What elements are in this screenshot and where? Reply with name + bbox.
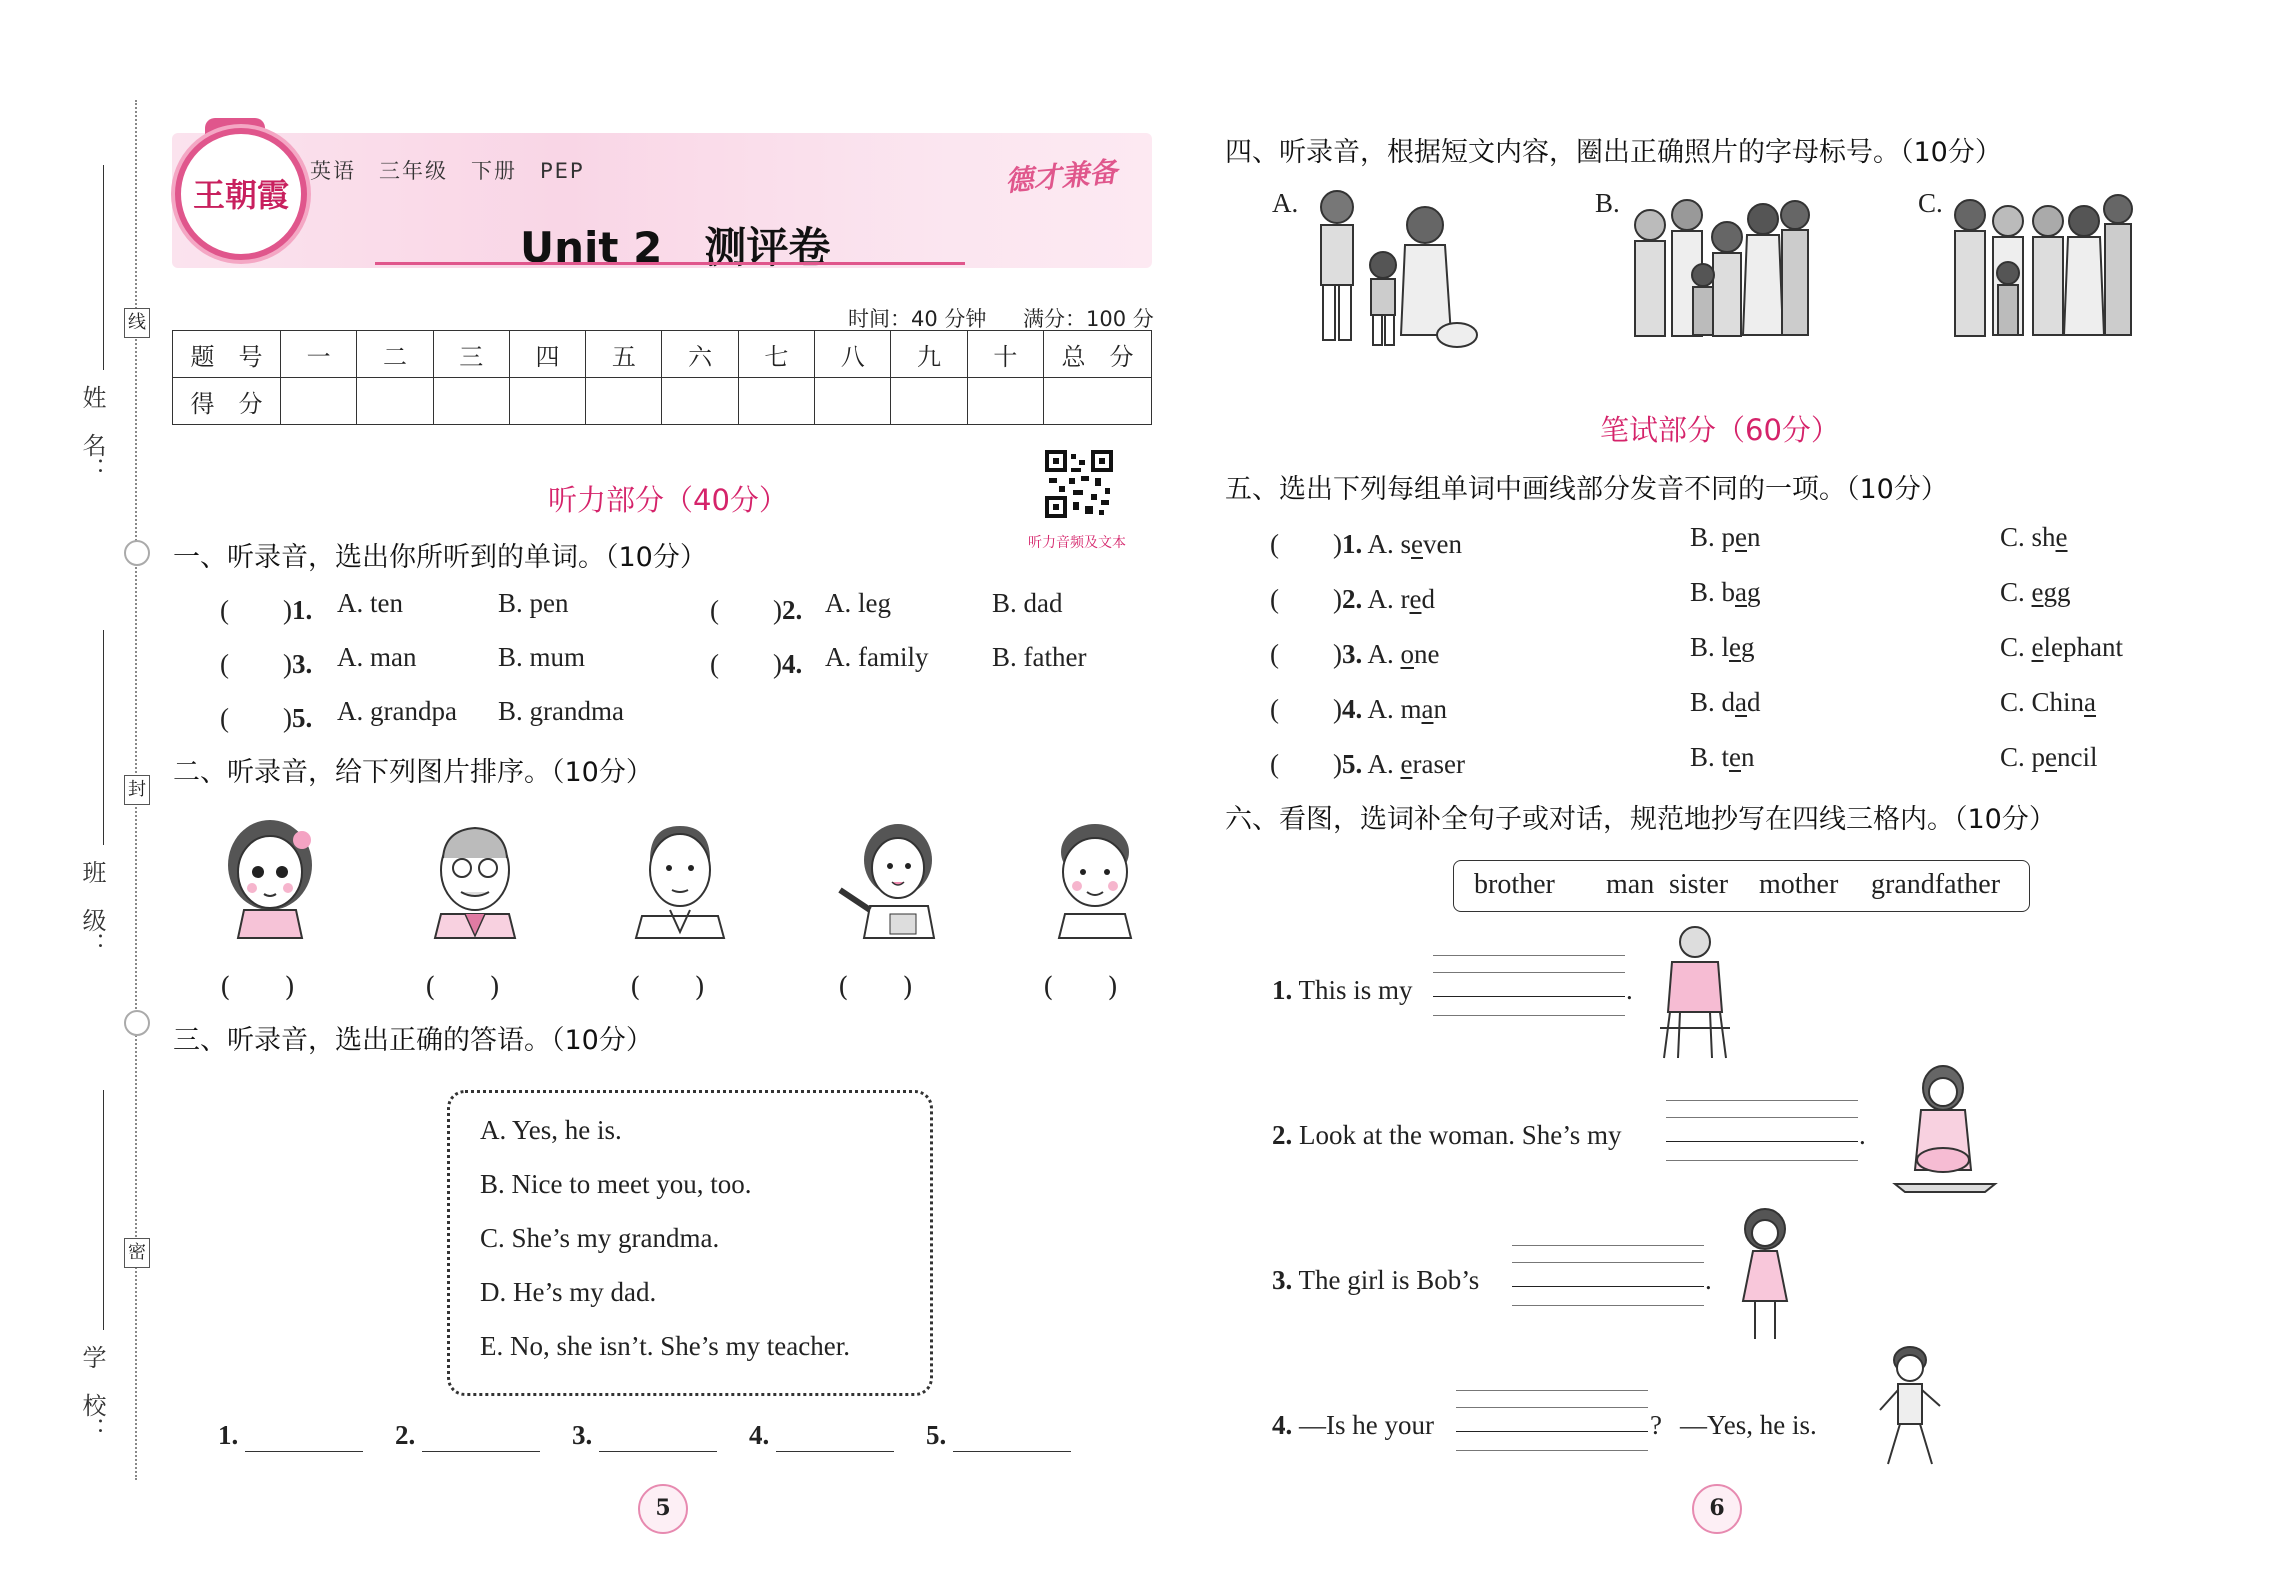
s6-q1-prompt: This is my [1298,975,1413,1005]
s5-q2-b-post: g [1747,577,1761,607]
teacher-picture [830,810,950,940]
answer-slot-3[interactable] [572,1420,717,1452]
q1-option-b[interactable]: B. pen [498,588,569,618]
word-bank [1453,860,2030,912]
title-underline [375,262,965,265]
qr-code-icon[interactable] [1043,448,1115,520]
s5-q2-a-post: d [1421,584,1435,614]
s5-q4-b-underline: a [1735,687,1747,717]
grandfather-picture [1650,920,1740,1060]
photo-label-c[interactable]: C. [1918,188,1943,218]
pic-answer-5[interactable]: ( ) [1043,972,1119,1003]
q4-option-b[interactable]: B. father [992,642,1087,672]
boy-picture [1035,810,1155,940]
s5-q5-c-post: ncil [2057,742,2098,772]
option-b: B. Nice to meet you, too. [480,1169,752,1199]
s5-q3-b-post: g [1741,632,1755,662]
s5-q3-a-pre: A. [1367,639,1401,669]
word-sister: sister [1669,869,1729,900]
q3-item: ( )3. [220,649,313,679]
s5-q1-c-pre: C. sh [2000,522,2056,552]
family-photo-a[interactable] [1305,185,1485,355]
score-cell[interactable] [738,378,814,425]
s6-q3-end: . [1705,1265,1712,1295]
s5-q5-a-post: raser [1412,749,1465,779]
s5-q5-c-underline: e [2045,742,2057,772]
s5-q1-a-underline: e [1411,529,1423,559]
s5-q1-b-underline: e [1735,522,1747,552]
q2-number: 2. [781,595,803,625]
s5-q3-option-b[interactable] [1690,632,1755,663]
s5-q2-option-b[interactable] [1690,577,1761,608]
answer-slot-5[interactable] [926,1420,1071,1452]
s6-q2-text [1272,1120,1621,1151]
col-header: 四 [509,331,585,378]
page-number-right: 6 [1692,1484,1742,1534]
q1-number: 1. [291,595,313,625]
s5-q2-c-pre: C. [2000,577,2032,607]
s6-q3-number: 3. [1272,1265,1293,1295]
s5-q3-option-c[interactable] [2000,632,2123,663]
name-label: 姓 名： [78,385,106,481]
binding-hole [124,540,150,566]
s5-q5-b-pre: B. t [1690,742,1730,772]
q2-item: ( )2. [710,595,803,625]
s5-q5-c-pre: C. p [2000,742,2046,772]
logo-text: 王朝霞 [192,176,289,214]
brand-logo [175,128,307,260]
score-cell[interactable] [1044,378,1152,425]
q1-option-a[interactable]: A. ten [337,588,403,618]
exam-time: 时间：40 分钟 [848,307,987,331]
photo-label-a[interactable]: A. [1272,188,1299,218]
word-brother: brother [1474,869,1555,900]
pic-answer-3[interactable]: ( ) [630,972,706,1003]
s5-q4-a-post: n [1433,694,1447,724]
s5-q3: ( )3. A. one [1270,639,1440,669]
s5-q2-b-pre: B. b [1690,577,1736,607]
s5-q1-a-post: ven [1423,529,1462,559]
s5-q3-number: 3. [1341,639,1363,669]
binding-hole [124,1010,150,1036]
s5-q5-a-pre: A. [1367,749,1401,779]
option-c: C. She’s my grandma. [480,1223,720,1253]
q1-item: ( )1. [220,595,313,625]
s5-q3-c-underline: e [2031,632,2044,662]
writing-heading: 笔试部分（60分） [1600,413,1840,447]
s5-q2-b-underline: a [1735,577,1747,607]
page-number-left: 5 [638,1484,688,1534]
s5-q5: ( )5. A. eraser [1270,749,1465,779]
s5-q5-number: 5. [1341,749,1363,779]
s5-q2-a-underline: e [1409,584,1422,614]
section3-title: 三、听录音，选出正确的答语。（10分） [173,1025,653,1056]
cut-mark-seal: 封 [124,775,150,805]
qr-caption: 听力音频及文本 [1028,535,1126,551]
s6-q4-prompt: —Is he your [1299,1410,1434,1440]
school-label: 学 校： [78,1345,106,1441]
col-header: 三 [433,331,509,378]
col-header: 二 [357,331,433,378]
score-cell[interactable] [509,378,585,425]
answer-number: 1. [218,1420,239,1450]
section6-title: 六、看图，选词补全句子或对话，规范地抄写在四线三格内。（10分） [1225,804,2056,835]
name-line [103,165,104,370]
cut-mark-seal2: 密 [124,1238,150,1268]
listening-heading: 听力部分（40分） [548,483,788,517]
s6-q1-number: 1. [1272,975,1293,1005]
motto: 德才兼备 [1003,155,1119,198]
option-a: A. Yes, he is. [480,1115,622,1145]
score-cell[interactable] [662,378,738,425]
answer-slot-2[interactable] [395,1420,540,1452]
s6-q4-writing-lines[interactable] [1456,1390,1648,1452]
s5-q3-b-underline: e [1729,632,1741,662]
q5-number: 5. [291,703,313,733]
s5-q4-b-pre: B. d [1690,687,1736,717]
word-man: man [1606,869,1655,900]
full-score: 满分：100 分 [1023,307,1154,331]
q5-item: ( )5. [220,703,313,733]
s6-q3-text [1272,1265,1479,1296]
class-line [103,630,104,845]
s5-q3-a-post: ne [1414,639,1440,669]
s6-q3-prompt: The girl is Bob’s [1298,1265,1480,1295]
q4-number: 4. [781,649,803,679]
class-label: 班 级： [78,860,106,956]
score-cell[interactable] [357,378,433,425]
answer-slot-1[interactable] [218,1420,363,1452]
answer-number: 4. [749,1420,770,1450]
grandpa-picture [415,810,535,940]
s5-q1-b-pre: B. p [1690,522,1736,552]
answer-slot-4[interactable] [749,1420,894,1452]
q3-option-b[interactable]: B. mum [498,642,586,672]
word-grandfather: grandfather [1871,869,2001,900]
s6-q2-prompt: Look at the woman. She’s my [1299,1120,1622,1150]
q3-number: 3. [291,649,313,679]
family-photo-b[interactable] [1625,185,1810,355]
score-cell[interactable] [815,378,891,425]
cut-mark-line: 线 [124,308,150,338]
pic-answer-4[interactable]: ( ) [838,972,914,1003]
score-table-header-row [173,331,1152,378]
col-header: 九 [891,331,967,378]
s5-q5-option-c[interactable] [2000,742,2098,773]
s5-q2-option-c[interactable] [2000,577,2071,608]
s5-q1-option-b[interactable] [1690,522,1761,553]
s5-q2-a-pre: A. r [1367,584,1410,614]
s6-q3-writing-lines[interactable] [1512,1245,1704,1307]
q4-item: ( )4. [710,649,803,679]
s6-q1-end: . [1626,975,1633,1005]
s5-q4-c-underline: a [2084,687,2097,717]
s5-q4-a-underline: a [1421,694,1434,724]
q2-option-a[interactable]: A. leg [825,588,891,618]
s6-q1-text [1272,975,1413,1006]
s5-q4: ( )4. A. man [1270,694,1447,724]
s5-q3-c-pre: C. [2000,632,2032,662]
answer-number: 3. [572,1420,593,1450]
q4-option-a[interactable]: A. family [825,642,929,672]
col-header: 六 [662,331,738,378]
answer-options-box [447,1090,933,1396]
s6-q4-number: 4. [1272,1410,1293,1440]
s5-q2: ( )2. A. red [1270,584,1435,614]
score-cell[interactable] [281,378,357,425]
s6-q2-number: 2. [1272,1120,1293,1150]
col-header: 一 [281,331,357,378]
s5-q5-option-b[interactable] [1690,742,1755,773]
s5-q2-c-post: gg [2043,577,2071,607]
sister-picture [1725,1205,1805,1345]
girl-picture [210,810,330,940]
score-cell[interactable] [967,378,1043,425]
s5-q1-option-c[interactable] [2000,522,2068,553]
s5-q4-c-pre: C. Chin [2000,687,2085,717]
answer-number: 5. [926,1420,947,1450]
s5-q4-number: 4. [1341,694,1363,724]
s5-q4-b-post: d [1747,687,1761,717]
section4-title: 四、听录音，根据短文内容，圈出正确照片的字母标号。（10分） [1225,137,2002,168]
subject-line: 英语 三年级 下册 PEP [310,159,585,183]
s5-q4-option-c[interactable] [2000,687,2096,718]
option-e: E. No, she isn’t. She’s my teacher. [480,1331,850,1361]
s6-q4-end: ? [1650,1410,1662,1440]
q5-option-b[interactable]: B. grandma [498,696,624,726]
pic-answer-2[interactable]: ( ) [425,972,501,1003]
photo-label-b[interactable]: B. [1595,188,1620,218]
section2-title: 二、听录音，给下列图片排序。（10分） [173,757,653,788]
col-header: 七 [738,331,814,378]
q2-option-b[interactable]: B. dad [992,588,1063,618]
score-table [172,330,1152,425]
family-photo-c[interactable] [1948,185,2133,355]
school-line [103,1090,104,1330]
s5-q5-b-post: n [1741,742,1755,772]
s5-q1-b-post: n [1747,522,1761,552]
page-title: Unit 2 测评卷 [520,223,831,272]
q3-option-a[interactable]: A. man [337,642,417,672]
s5-q3-b-pre: B. l [1690,632,1730,662]
s5-q5-b-underline: e [1729,742,1741,772]
s5-q5-a-underline: e [1400,749,1413,779]
row-label: 题 号 [173,331,281,378]
s5-q1-a-pre: A. s [1367,529,1412,559]
s6-q2-end: . [1859,1120,1866,1150]
col-header: 总 分 [1044,331,1152,378]
col-header: 五 [586,331,662,378]
s5-q3-c-post: lephant [2043,632,2123,662]
s6-q2-writing-lines[interactable] [1666,1100,1858,1162]
col-header: 十 [967,331,1043,378]
answer-number: 2. [395,1420,416,1450]
q5-option-a[interactable]: A. grandpa [337,696,457,726]
s6-q4-text [1272,1410,1434,1441]
s6-q1-writing-lines[interactable] [1433,955,1625,1017]
score-cell[interactable] [433,378,509,425]
man-picture [620,810,740,940]
section1-title: 一、听录音，选出你所听到的单词。（10分） [173,542,707,573]
option-d: D. He’s my dad. [480,1277,657,1307]
score-table-score-row [173,378,1152,425]
s5-q4-a-pre: A. m [1367,694,1422,724]
pic-answer-1[interactable]: ( ) [220,972,296,1003]
row-label: 得 分 [173,378,281,425]
s5-q4-option-b[interactable] [1690,687,1761,718]
s5-q2-c-underline: e [2031,577,2044,607]
s5-q2-number: 2. [1341,584,1363,614]
s5-q1-c-underline: e [2055,522,2068,552]
col-header: 八 [815,331,891,378]
word-mother: mother [1759,869,1839,900]
mother-picture [1885,1060,2005,1200]
section5-title: 五、选出下列每组单词中画线部分发音不同的一项。（10分） [1225,474,1948,505]
s5-q1: ( )1. A. seven [1270,529,1462,559]
score-cell[interactable] [586,378,662,425]
s5-q1-number: 1. [1341,529,1363,559]
score-cell[interactable] [891,378,967,425]
brother-picture [1870,1340,1950,1470]
s5-q3-a-underline: o [1400,639,1414,669]
s6-q4-reply: —Yes, he is. [1680,1410,1817,1440]
